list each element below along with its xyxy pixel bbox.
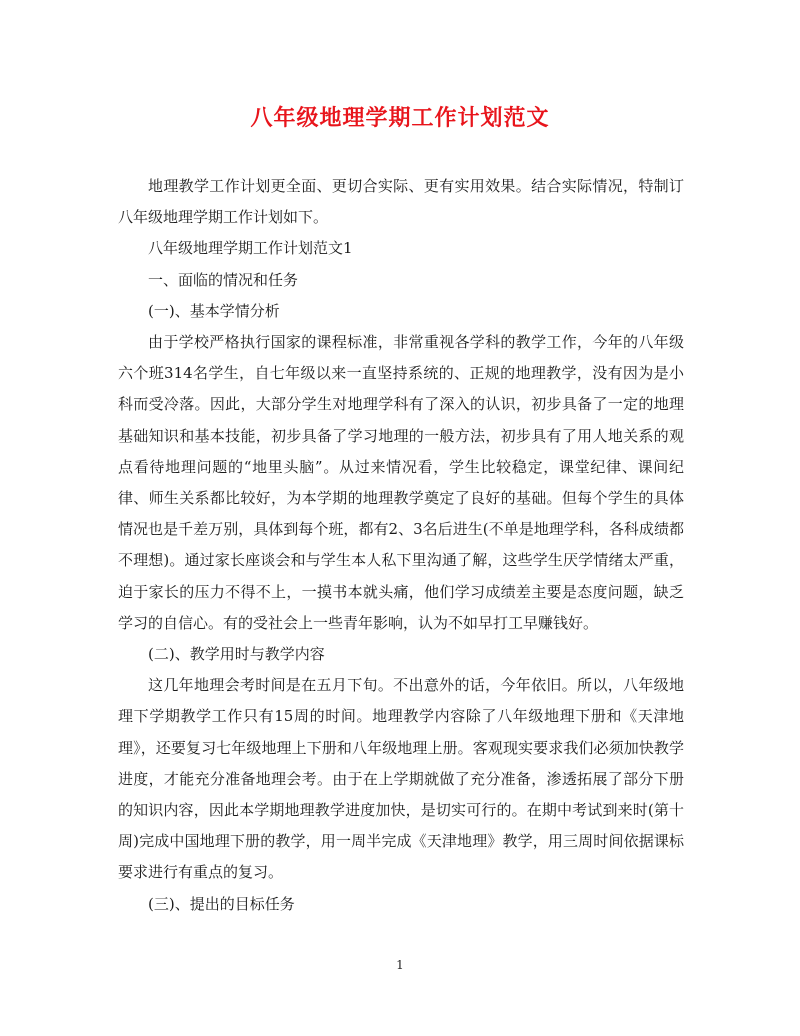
teaching-time-paragraph: 这几年地理会考时间是在五月下旬。不出意外的话，今年依旧。所以，八年级地理下学期教学工作只有15周的时间。地理教学内容除了八年级地理下册和《天津地理》，还要复习七年级地理上下册和八年级地理上册。客观现实要求我们必须加快教学进度，才能充分准备地理会考。由于在上学期就做了充分准备，渗透拓展了部分下册的知识内容，因此本学期地理教学进度加快，是切实可行的。在期中考试到来时(第十周)完成中国地理下册的教学，用一周半完成《天津地理》教学，用三周时间依据课标要求进行有重点的复习。 [118, 676, 684, 882]
subsection-heading-1: (一)、基本学情分析 [148, 301, 280, 320]
plan-subtitle: 八年级地理学期工作计划范文1 [148, 239, 353, 258]
section-heading-1: 一、面临的情况和任务 [148, 270, 299, 289]
subsection-heading-2: (二)、教学用时与教学内容 [148, 645, 325, 664]
subsection-heading-3: (三)、提出的目标任务 [148, 894, 295, 913]
page-number: 1 [396, 958, 404, 972]
document-title: 八年级地理学期工作计划范文 [250, 105, 550, 131]
document-body [118, 171, 684, 920]
student-analysis-paragraph: 由于学校严格执行国家的课程标准，非常重视各学科的教学工作，今年的八年级六个班314名学生，自七年级以来一直坚持系统的、正规的地理教学，没有因为是小科而受冷落。因此，大部分学生对地理学科有了深入的认识，初步具备了一定的地理基础知识和基本技能，初步具备了学习地理的一般方法，初步具有了用人地关系的观点看待地理问题的“地里头脑”。从过来情况看，学生比较稳定，课堂纪律、课间纪律、师生关系都比较好，为本学期的地理教学奠定了良好的基础。但每个学生的具体情况也是千差万别，具体到每个班，都有2、3名后进生(不单是地理学科，各科成绩都不理想)。通过家长座谈会和与学生本人私下里沟通了解，这些学生厌学情绪太严重，迫于家长的压力不得不上，一摸书本就头痛，他们学习成绩差主要是态度问题，缺乏学习的自信心。有的受社会上一些青年影响，认为不如早打工早赚钱好。 [118, 333, 684, 632]
intro-paragraph: 地理教学工作计划更全面、更切合实际、更有实用效果。结合实际情况，特制订八年级地理学期工作计划如下。 [118, 177, 684, 227]
